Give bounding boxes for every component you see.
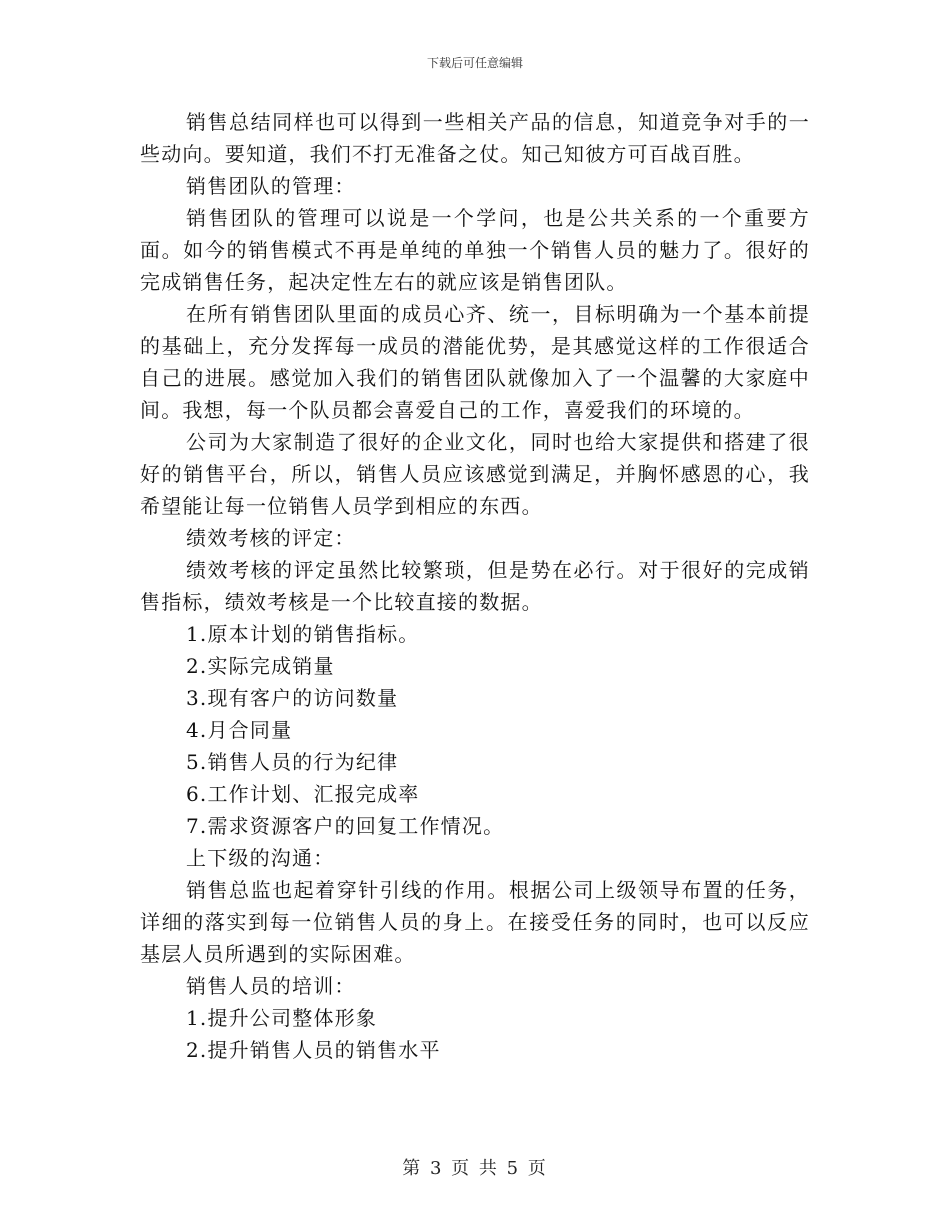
paragraph: 销售团队的管理可以说是一个学问，也是公共关系的一个重要方面。如今的销售模式不再是单纯的单独一个销售人员的魅力了。很好的完成销售任务，起决定性左右的就应该是销售团队。 <box>140 206 810 294</box>
paragraph: 在所有销售团队里面的成员心齐、统一，目标明确为一个基本前提的基础上，充分发挥每一成员的潜能优势，是其感觉这样的工作很适合自己的进展。感觉加入我们的销售团队就像加入了一个温馨的大家庭中间。我想，每一个队员都会喜爱自己的工作，喜爱我们的环境的。 <box>140 302 810 422</box>
paragraph: 绩效考核的评定虽然比较繁琐，但是势在必行。对于很好的完成销售指标，绩效考核是一个比较直接的数据。 <box>140 558 810 614</box>
page-header: 下载后可任意编辑 <box>426 56 523 70</box>
paragraph: 销售总监也起着穿针引线的作用。根据公司上级领导布置的任务，详细的落实到每一位销售人员的身上。在接受任务的同时，也可以反应基层人员所遇到的实际困难。 <box>140 878 810 966</box>
section-heading: 销售人员的培训： <box>186 974 356 998</box>
section-heading: 销售团队的管理： <box>186 174 356 198</box>
list-item: 7.需求资源客户的回复工作情况。 <box>186 814 505 838</box>
list-item: 1.原本计划的销售指标。 <box>186 622 420 646</box>
page-footer: 第 3 页 共 5 页 <box>402 1158 548 1179</box>
paragraph: 公司为大家制造了很好的企业文化，同时也给大家提供和搭建了很好的销售平台，所以，销售人员应该感觉到满足，并胸怀感恩的心，我希望能让每一位销售人员学到相应的东西。 <box>140 430 810 518</box>
list-item: 6.工作计划、汇报完成率 <box>186 782 420 806</box>
list-item: 2.实际完成销量 <box>186 654 335 678</box>
list-item: 3.现有客户的访问数量 <box>186 686 399 710</box>
paragraph: 销售总结同样也可以得到一些相关产品的信息，知道竞争对手的一些动向。要知道，我们不打无准备之仗。知己知彼方可百战百胜。 <box>140 110 810 166</box>
list-item: 4.月合同量 <box>186 718 293 742</box>
list-item: 1.提升公司整体形象 <box>186 1006 378 1030</box>
section-heading: 绩效考核的评定： <box>186 526 356 550</box>
list-item: 5.销售人员的行为纪律 <box>186 750 399 774</box>
document-body <box>140 106 810 1066</box>
list-item: 2.提升销售人员的销售水平 <box>186 1038 441 1062</box>
section-heading: 上下级的沟通： <box>186 846 335 870</box>
